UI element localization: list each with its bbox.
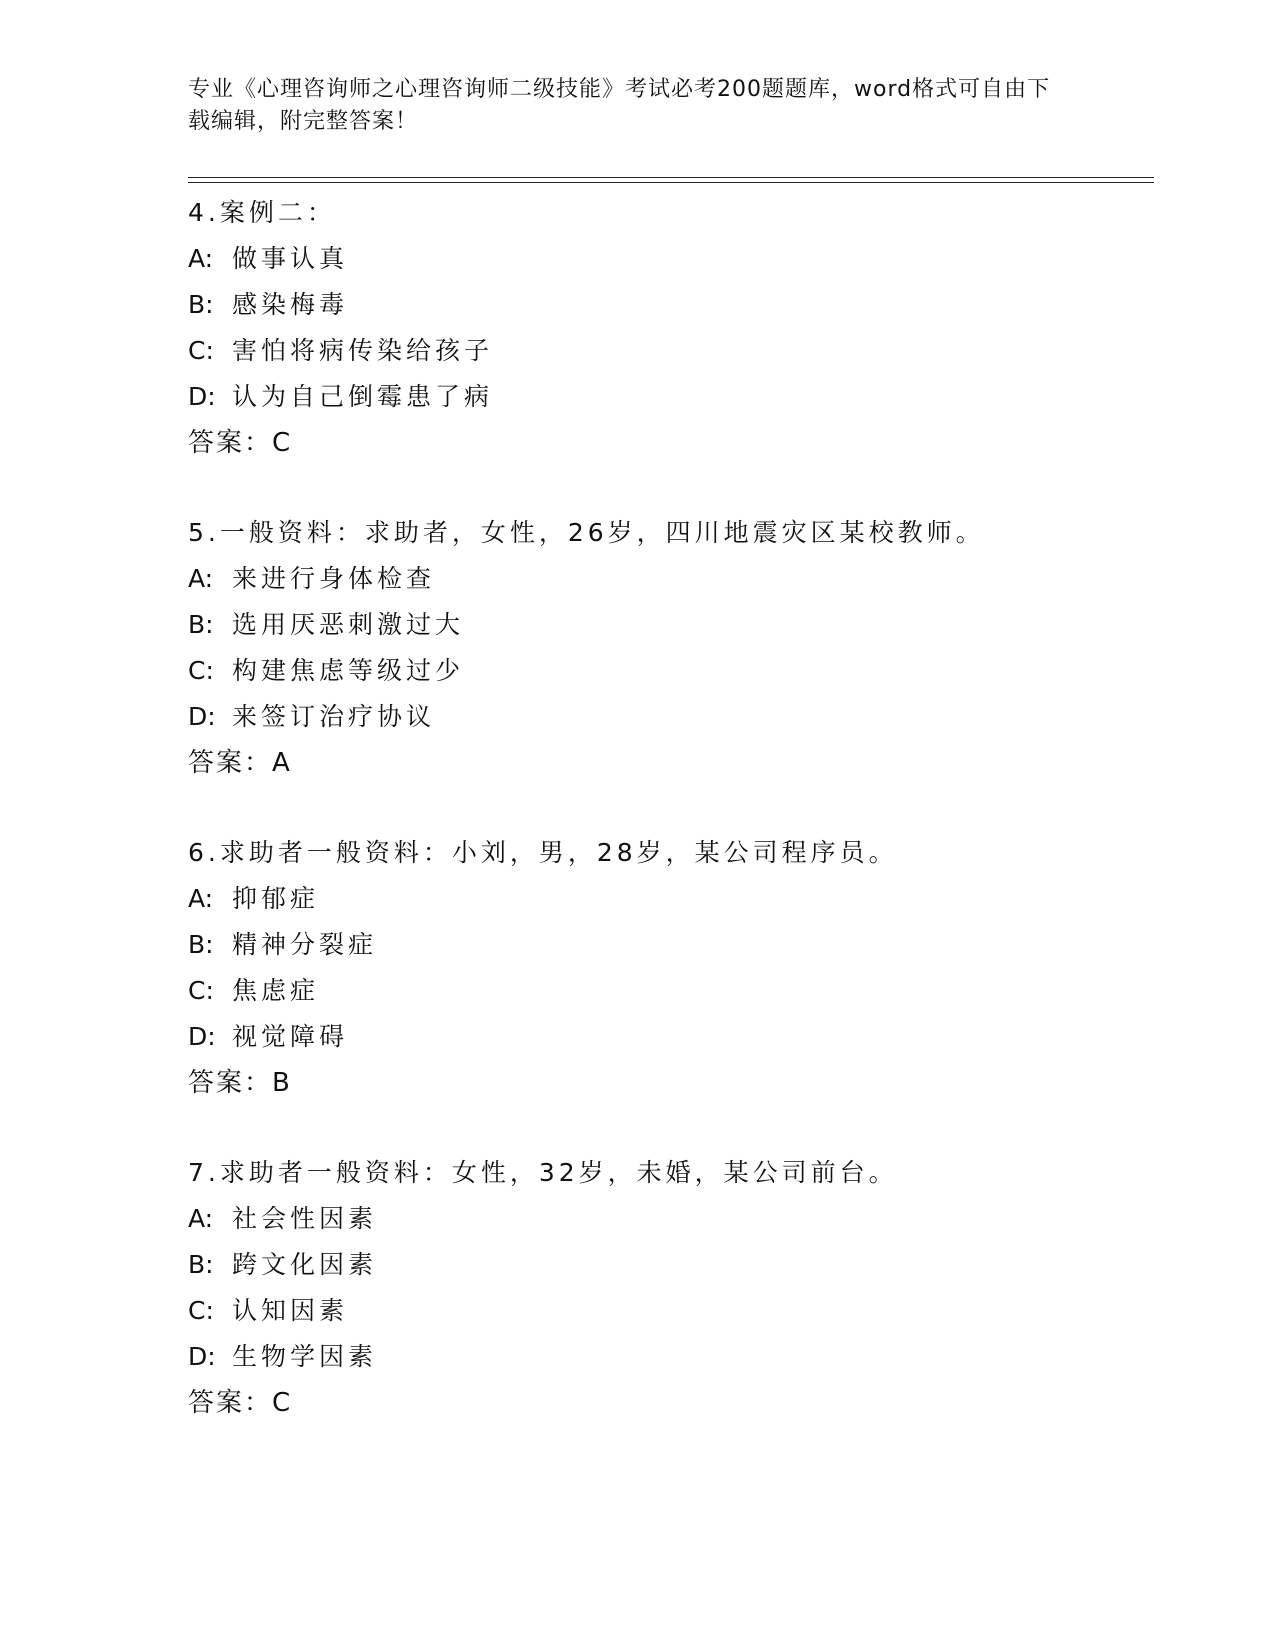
question-7: [188, 1150, 1154, 1426]
question-list: [188, 190, 1154, 1470]
option-a: [188, 876, 1154, 922]
option-label: D:: [188, 1022, 216, 1051]
question-4: [188, 190, 1154, 466]
question-title: 5.一般资料：求助者，女性，26岁，四川地震灾区某校教师。: [188, 518, 985, 547]
question-title: 4.案例二：: [188, 198, 336, 227]
option-text: 选用厌恶刺激过大: [232, 610, 465, 639]
option-text: 认知因素: [232, 1296, 349, 1325]
option-text: 抑郁症: [232, 884, 320, 913]
option-a: [188, 556, 1154, 602]
answer-line: 答案：C: [188, 428, 293, 458]
option-text: 构建焦虑等级过少: [232, 656, 465, 685]
header-rule-top: [188, 177, 1154, 178]
answer-line: 答案：C: [188, 1388, 293, 1418]
option-b: [188, 1242, 1154, 1288]
option-label: B:: [188, 930, 214, 959]
option-d: [188, 694, 1154, 740]
answer-line: 答案：A: [188, 748, 292, 778]
option-text: 生物学因素: [232, 1342, 378, 1371]
option-text: 做事认真: [232, 244, 349, 273]
option-text: 精神分裂症: [232, 930, 378, 959]
option-label: D:: [188, 702, 216, 731]
answer-line: 答案：B: [188, 1068, 292, 1098]
header-rule-bottom: [188, 182, 1154, 183]
option-c: [188, 648, 1154, 694]
option-label: C:: [188, 976, 214, 1005]
option-text: 感染梅毒: [232, 290, 349, 319]
option-text: 跨文化因素: [232, 1250, 378, 1279]
option-b: [188, 922, 1154, 968]
option-text: 焦虑症: [232, 976, 320, 1005]
option-label: C:: [188, 656, 214, 685]
option-b: [188, 282, 1154, 328]
option-a: [188, 1196, 1154, 1242]
option-c: [188, 968, 1154, 1014]
option-text: 害怕将病传染给孩子: [232, 336, 494, 365]
option-d: [188, 374, 1154, 420]
option-label: D:: [188, 1342, 216, 1371]
option-label: B:: [188, 610, 214, 639]
question-6: [188, 830, 1154, 1106]
option-c: [188, 1288, 1154, 1334]
option-label: A:: [188, 884, 214, 913]
question-title: 7.求助者一般资料：女性，32岁，未婚，某公司前台。: [188, 1158, 898, 1187]
option-text: 认为自己倒霉患了病: [232, 382, 494, 411]
option-label: A:: [188, 564, 214, 593]
option-d: [188, 1334, 1154, 1380]
document-header: 专业《心理咨询师之心理咨询师二级技能》考试必考200题题库，word格式可自由下载编辑，附完整答案！: [188, 77, 1051, 134]
option-b: [188, 602, 1154, 648]
option-text: 来签订治疗协议: [232, 702, 436, 731]
option-label: B:: [188, 290, 214, 319]
option-label: B:: [188, 1250, 214, 1279]
option-text: 社会性因素: [232, 1204, 378, 1233]
option-text: 来进行身体检查: [232, 564, 436, 593]
option-c: [188, 328, 1154, 374]
option-label: D:: [188, 382, 216, 411]
option-label: C:: [188, 336, 214, 365]
option-label: C:: [188, 1296, 214, 1325]
option-label: A:: [188, 1204, 214, 1233]
option-d: [188, 1014, 1154, 1060]
option-text: 视觉障碍: [232, 1022, 349, 1051]
question-5: [188, 510, 1154, 786]
option-a: [188, 236, 1154, 282]
option-label: A:: [188, 244, 214, 273]
question-title: 6.求助者一般资料：小刘，男，28岁，某公司程序员。: [188, 838, 898, 867]
